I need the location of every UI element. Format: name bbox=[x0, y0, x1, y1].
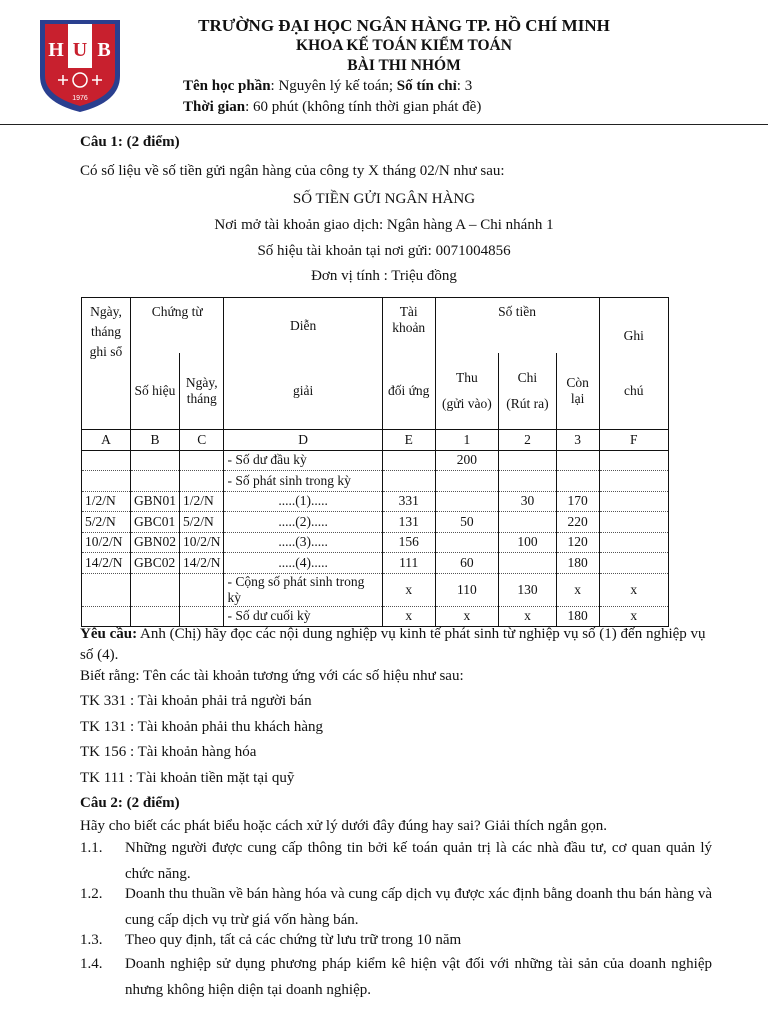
question-1-requirement: Yêu cầu: Anh (Chị) hãy đọc các nội dung nghiệp vụ kinh tế phát sinh từ nghiệp vụ số (1) đến nghiệp vụ số (4). bbox=[80, 626, 706, 663]
note-cell bbox=[599, 512, 668, 533]
out-cell bbox=[499, 471, 557, 492]
account-cell: x bbox=[382, 606, 435, 627]
note-cell bbox=[599, 553, 668, 574]
code-cell: 3 bbox=[556, 430, 599, 451]
header-account-bottom: đối ứng bbox=[382, 353, 435, 430]
out-cell: 130 bbox=[499, 573, 557, 606]
header-description-bottom: giải bbox=[224, 353, 382, 430]
date-cell bbox=[82, 471, 131, 492]
account-cell: 156 bbox=[382, 532, 435, 553]
remaining-cell: 120 bbox=[556, 532, 599, 553]
note-cell bbox=[599, 532, 668, 553]
statement-number: 1.4. bbox=[80, 956, 103, 972]
in-cell: x bbox=[435, 606, 499, 627]
header-remaining: Còn lại bbox=[556, 353, 599, 430]
svg-text:B: B bbox=[97, 39, 111, 61]
voucher-date-cell bbox=[179, 450, 224, 471]
note-cell: x bbox=[599, 573, 668, 606]
out-cell: 100 bbox=[499, 532, 557, 553]
in-cell: 110 bbox=[435, 573, 499, 606]
statement-text: Theo quy định, tất cả các chứng từ lưu trữ trong 10 năm bbox=[125, 932, 462, 948]
account-legend-item: TK 111 : Tài khoản tiền mặt tại quỹ bbox=[80, 770, 295, 786]
ledger-row bbox=[82, 450, 669, 471]
statement-text: Doanh thu thuần về bán hàng hóa và cung cấp dịch vụ được xác định bằng doanh thu bán hàng và cung cấp dịch vụ trừ giá vốn hàng bán. bbox=[125, 886, 712, 928]
university-name: TRƯỜNG ĐẠI HỌC NGÂN HÀNG TP. HỒ CHÍ MINH bbox=[198, 16, 610, 35]
voucher-date-cell: 14/2/N bbox=[179, 553, 224, 574]
date-cell: 10/2/N bbox=[82, 532, 131, 553]
question-2-title: Câu 2: (2 điểm) bbox=[80, 795, 180, 811]
date-cell: 1/2/N bbox=[82, 491, 131, 512]
remaining-cell: x bbox=[556, 573, 599, 606]
header-voucher: Chứng từ bbox=[130, 298, 224, 354]
voucher-no-cell bbox=[130, 573, 179, 606]
svg-text:1976: 1976 bbox=[72, 95, 88, 102]
question-1-title: Câu 1: (2 điểm) bbox=[80, 134, 180, 150]
header-account-top: Tài khoản bbox=[382, 298, 435, 354]
voucher-date-cell: 1/2/N bbox=[179, 491, 224, 512]
date-cell: 5/2/N bbox=[82, 512, 131, 533]
code-cell: 2 bbox=[499, 430, 557, 451]
exam-type: BÀI THI NHÓM bbox=[347, 57, 461, 74]
question-1-intro: Có số liệu về số tiền gửi ngân hàng của công ty X tháng 02/N như sau: bbox=[80, 163, 505, 179]
voucher-date-cell: 10/2/N bbox=[179, 532, 224, 553]
header-note-top: Ghi bbox=[599, 298, 668, 354]
description-cell: .....(4)..... bbox=[224, 553, 382, 574]
date-cell bbox=[82, 450, 131, 471]
header-divider bbox=[0, 124, 768, 125]
svg-text:H: H bbox=[48, 39, 64, 61]
ledger-row bbox=[82, 553, 669, 574]
header-note-bottom: chú bbox=[599, 353, 668, 430]
ledger-title: SỐ TIỀN GỬI NGÂN HÀNG bbox=[292, 191, 476, 207]
out-cell: x bbox=[499, 606, 557, 627]
out-cell bbox=[499, 553, 557, 574]
voucher-no-cell: GBN01 bbox=[130, 491, 179, 512]
remaining-cell: 180 bbox=[556, 606, 599, 627]
code-cell: A bbox=[82, 430, 131, 451]
description-cell: - Cộng số phát sinh trong kỳ bbox=[224, 573, 382, 606]
question-2-intro: Hãy cho biết các phát biểu hoặc cách xử lý dưới đây đúng hay sai? Giải thích ngắn gọn. bbox=[80, 818, 607, 834]
in-cell bbox=[435, 491, 499, 512]
account-number: Số hiệu tài khoản tại nơi gửi: 0071004856 bbox=[257, 243, 511, 259]
remaining-cell: 220 bbox=[556, 512, 599, 533]
description-cell: - Số phát sinh trong kỳ bbox=[224, 471, 382, 492]
ledger-row bbox=[82, 532, 669, 553]
ledger-body bbox=[82, 450, 669, 627]
voucher-date-cell bbox=[179, 471, 224, 492]
header-voucher-no: Số hiệu bbox=[130, 353, 179, 430]
account-legend-intro: Biết rằng: Tên các tài khoản tương ứng với các số hiệu như sau: bbox=[80, 668, 464, 684]
column-code-row bbox=[82, 430, 669, 451]
in-cell: 200 bbox=[435, 450, 499, 471]
remaining-cell: 170 bbox=[556, 491, 599, 512]
remaining-cell: 180 bbox=[556, 553, 599, 574]
out-cell: 30 bbox=[499, 491, 557, 512]
currency-unit: Đơn vị tính : Triệu đồng bbox=[311, 268, 457, 284]
voucher-date-cell bbox=[179, 573, 224, 606]
statement-number: 1.1. bbox=[80, 840, 103, 856]
description-cell: .....(3)..... bbox=[224, 532, 382, 553]
code-cell: 1 bbox=[435, 430, 499, 451]
statement-text: Doanh nghiệp sử dụng phương pháp kiểm kê hiện vật đối với những tài sản của doanh nghiệp nhưng không hiện diện tại doanh nghiệp. bbox=[125, 956, 712, 998]
bank-branch: Nơi mở tài khoản giao dịch: Ngân hàng A – Chi nhánh 1 bbox=[214, 217, 554, 233]
account-cell: x bbox=[382, 573, 435, 606]
in-cell bbox=[435, 532, 499, 553]
out-cell bbox=[499, 450, 557, 471]
remaining-cell bbox=[556, 471, 599, 492]
svg-text:U: U bbox=[72, 39, 88, 61]
note-cell bbox=[599, 471, 668, 492]
in-cell: 60 bbox=[435, 553, 499, 574]
header-date: Ngày, tháng ghi sổ bbox=[82, 298, 131, 430]
code-cell: C bbox=[179, 430, 224, 451]
voucher-no-cell: GBC02 bbox=[130, 553, 179, 574]
out-cell bbox=[499, 512, 557, 533]
in-cell: 50 bbox=[435, 512, 499, 533]
voucher-no-cell: GBC01 bbox=[130, 512, 179, 533]
header-out: Chi (Rút ra) bbox=[499, 353, 557, 430]
in-cell bbox=[435, 471, 499, 492]
statement-number: 1.2. bbox=[80, 886, 103, 902]
header-voucher-date: Ngày, tháng bbox=[179, 353, 224, 430]
note-cell bbox=[599, 491, 668, 512]
account-cell: 111 bbox=[382, 553, 435, 574]
remaining-cell bbox=[556, 450, 599, 471]
code-cell: F bbox=[599, 430, 668, 451]
account-cell: 131 bbox=[382, 512, 435, 533]
note-cell bbox=[599, 450, 668, 471]
voucher-no-cell bbox=[130, 450, 179, 471]
voucher-date-cell: 5/2/N bbox=[179, 512, 224, 533]
statement-number: 1.3. bbox=[80, 932, 103, 948]
description-cell: - Số dư đầu kỳ bbox=[224, 450, 382, 471]
account-legend-item: TK 131 : Tài khoản phải thu khách hàng bbox=[80, 719, 324, 735]
faculty-name: KHOA KẾ TOÁN KIỂM TOÁN bbox=[296, 37, 512, 54]
code-cell: D bbox=[224, 430, 382, 451]
header-in: Thu (gửi vào) bbox=[435, 353, 499, 430]
date-cell: 14/2/N bbox=[82, 553, 131, 574]
account-cell: 331 bbox=[382, 491, 435, 512]
course-info: Tên học phần: Nguyên lý kế toán; Số tín chỉ: 3 bbox=[183, 78, 473, 94]
ledger-row bbox=[82, 512, 669, 533]
date-cell bbox=[82, 573, 131, 606]
note-cell: x bbox=[599, 606, 668, 627]
code-cell: B bbox=[130, 430, 179, 451]
ledger-row bbox=[82, 471, 669, 492]
voucher-no-cell bbox=[130, 471, 179, 492]
description-cell: - Số dư cuối kỳ bbox=[224, 606, 382, 627]
code-cell: E bbox=[382, 430, 435, 451]
account-legend-item: TK 331 : Tài khoản phải trả người bán bbox=[80, 693, 312, 709]
account-cell bbox=[382, 471, 435, 492]
account-cell bbox=[382, 450, 435, 471]
ledger-row bbox=[82, 491, 669, 512]
account-legend-item: TK 156 : Tài khoản hàng hóa bbox=[80, 744, 257, 760]
voucher-no-cell: GBN02 bbox=[130, 532, 179, 553]
time-info: Thời gian: 60 phút (không tính thời gian phát đề) bbox=[183, 99, 482, 115]
header-description-top: Diễn bbox=[224, 298, 382, 354]
description-cell: .....(2)..... bbox=[224, 512, 382, 533]
bank-deposit-ledger bbox=[81, 297, 669, 627]
description-cell: .....(1)..... bbox=[224, 491, 382, 512]
ledger-row bbox=[82, 573, 669, 606]
statement-text: Những người được cung cấp thông tin bởi kế toán quản trị là các nhà đầu tư, cơ quan quản lý chức năng. bbox=[125, 840, 712, 882]
exam-header bbox=[0, 0, 768, 124]
header-amount: Số tiền bbox=[435, 298, 599, 354]
